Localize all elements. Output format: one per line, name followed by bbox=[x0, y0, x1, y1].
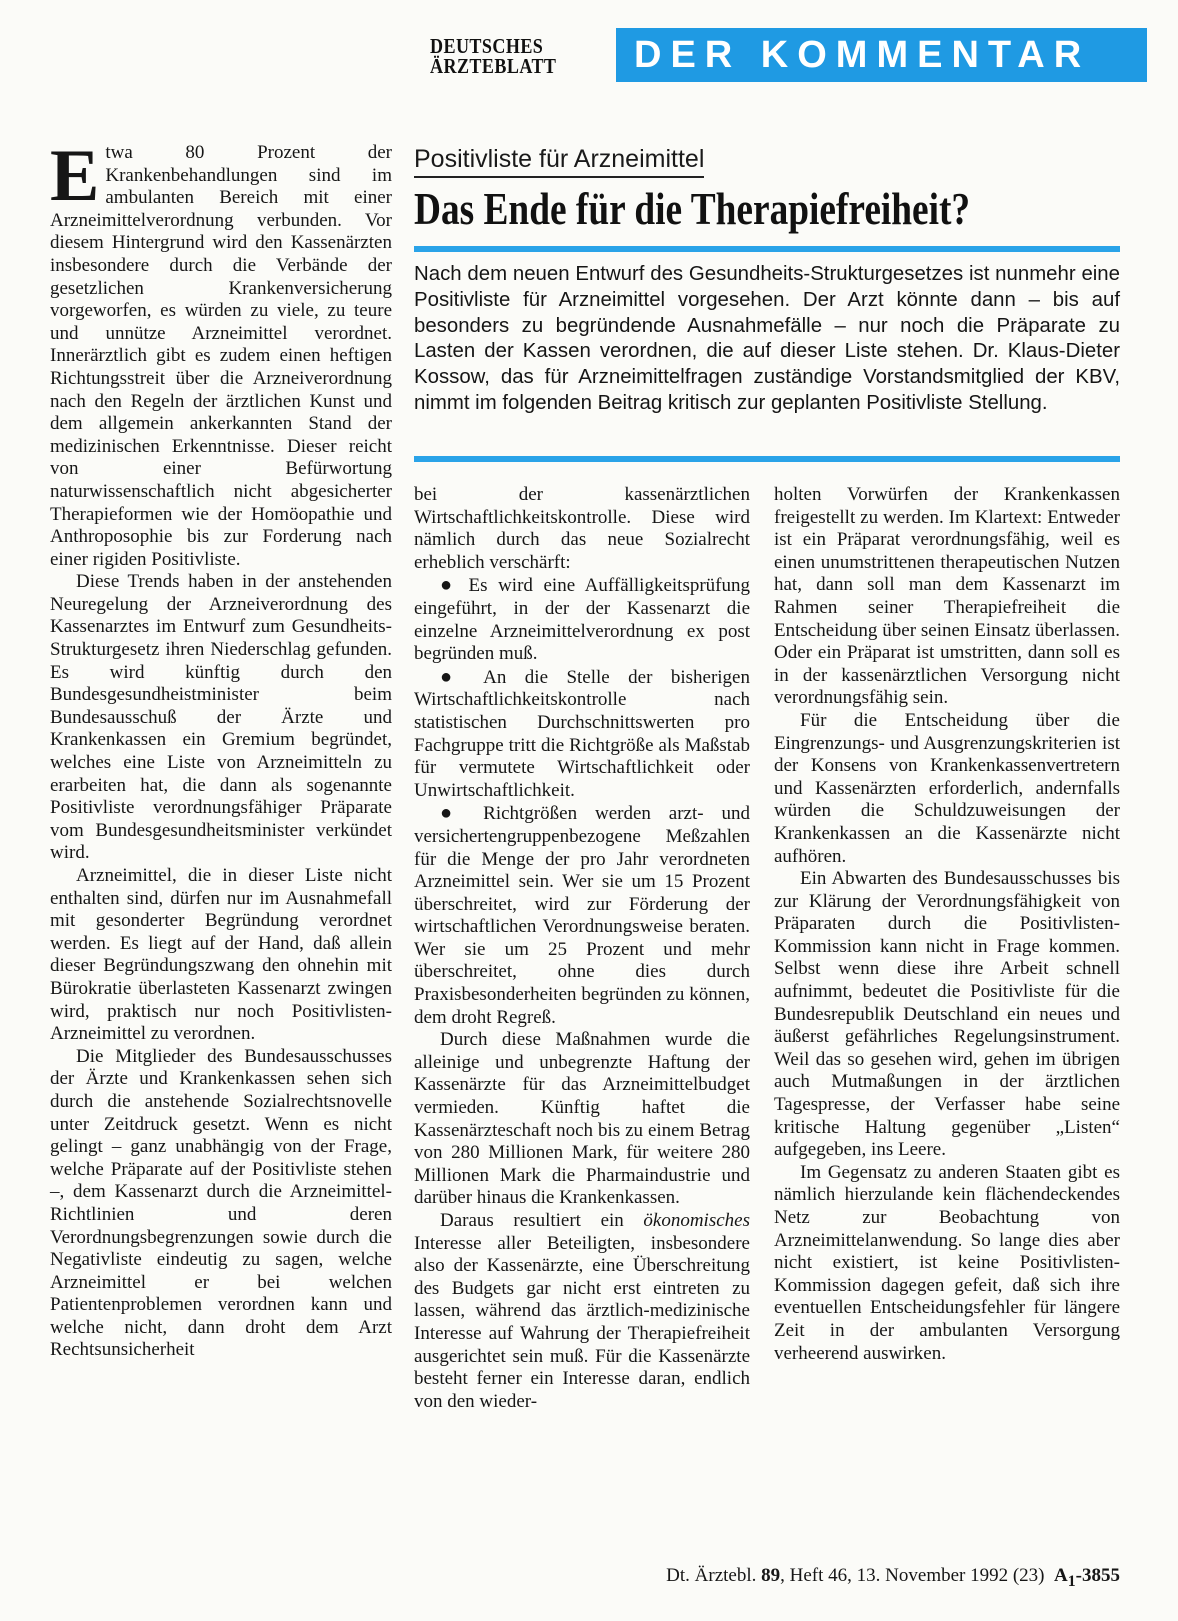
lead-rule-top bbox=[414, 246, 1120, 252]
bullet-paragraph bbox=[414, 802, 750, 1029]
emphasis: ökonomisches bbox=[643, 1210, 750, 1231]
bullet-icon: ● bbox=[440, 665, 466, 688]
paragraph: Die Mitglieder des Bundesausschusses der Ärzte und Krankenkassen sehen sich durch die anstehende Sozialrechtsnovelle unter Zeitdruck gesetzt. Wenn es nicht gelingt – ganz unabhängig von der Frage, welche Präparate auf der Positivliste stehen –, dem Kassenarzt durch die Arzneimittel-Richtlinien und deren Verordnungsbegrenzungen sowie durch die Negativliste eindeutig zu sagen, welche Arzneimittel er bei welchen Patientenproblemen verordnen kann und welche nicht, dann droht dem Arzt Rechtsunsicherheit bbox=[50, 1045, 392, 1361]
section-banner: DER KOMMENTAR bbox=[616, 28, 1147, 82]
bullet-paragraph bbox=[414, 574, 750, 665]
page-number bbox=[1054, 1565, 1120, 1590]
article-headline: Das Ende für die Therapiefreiheit? bbox=[414, 184, 971, 234]
paragraph bbox=[50, 135, 392, 571]
citation-issue: , Heft 46, 13. November 1992 (23) bbox=[780, 1565, 1045, 1586]
article-lead: Nach dem neuen Entwurf des Gesundheits-Strukturgesetzes ist nunmehr eine Positivliste für Arzneimittel vorgesehen. Der Arzt könnte dann – bis auf besonders zu begründende Ausnahmefälle – nur noch die Präparate zu Lasten der Kassen verordnen, die auf dieser Liste stehen. Dr. Klaus-Dieter Kossow, das für Arzneimittelfragen zuständige Vorstandsmitglied der KBV, nimmt im folgenden Beitrag kritisch zur geplanten Positivliste Stellung. bbox=[414, 263, 1120, 414]
paragraph: holten Vorwürfen der Krankenkassen freigestellt zu werden. Im Klartext: Entweder ist ein Präparat verordnungsfähig, weil es einen unumstrittenen therapeutischen Nutzen hat, dann soll man dem Kassenarzt im Rahmen seiner Therapiefreiheit die Entscheidung über seinen Einsatz überlassen. Oder ein Präparat ist umstritten, dann soll es in der kassenärztlichen Versorgung nicht verordnungsfähig sein. bbox=[774, 484, 1120, 709]
bullet-paragraph bbox=[414, 666, 750, 803]
paragraph: Im Gegensatz zu anderen Staaten gibt es nämlich hierzulande kein flächendeckendes Netz zur Beobachtung von Arzneimittelanwendung. So lange dies aber nicht existiert, ist keine Positivlisten-Kommission dagegen gefeit, daß sich ihre eventuellen Entscheidungsfehler für längere Zeit in der ambulanten Versorgung verheerend auswirken. bbox=[774, 1161, 1120, 1364]
bullet-text: Richtgrößen werden arzt- und versichertengruppenbezogene Meßzahlen für die Menge der pro Jahr verordneten Arzneimittel sein. Wer sie um 15 Prozent überschreitet, wird zur Förderung der wirtschaftlichen Verordnungsweise beraten. Wer sie um 25 Prozent und mehr überschreitet, ohne dies durch Praxisbesonderheiten begründen zu können, dem droht Regreß. bbox=[414, 803, 750, 1028]
page-sub: 1 bbox=[1067, 1572, 1076, 1590]
paragraph: Durch diese Maßnahmen wurde die alleinige und unbegrenzte Haftung der Kassenärzte für das Arzneimittelbudget vermieden. Künftig haftet die Kassenärzteschaft noch bis zu einem Betrag von 280 Millionen Mark, für weitere 280 Millionen Mark die Pharmaindustrie und darüber hinaus die Krankenkassen. bbox=[414, 1029, 750, 1209]
bullet-text: An die Stelle der bisherigen Wirtschaftlichkeitskontrolle nach statistischen Durchschnittswerten pro Fachgruppe tritt die Richtgröße als Maßstab für vermutete Wirtschaftlichkeit oder Unwirtschaftlichkeit. bbox=[414, 666, 750, 801]
article-kicker: Positivliste für Arzneimittel bbox=[414, 144, 704, 178]
body-column-2 bbox=[414, 484, 750, 1413]
paragraph: Arzneimittel, die in dieser Liste nicht enthalten sind, dürfen nur im Ausnahmefall mit gesonderter Begründung verordnet werden. Es liegt auf der Hand, daß allein dieser Begründungszwang den ohnehin mit Bürokratie überlasteten Kassenarzt zwingen wird, praktisch nur noch Positivlisten-Arzneimittel zu verordnen. bbox=[50, 865, 392, 1045]
bullet-icon: ● bbox=[440, 802, 466, 825]
page-citation bbox=[574, 1565, 1120, 1593]
page-prefix: A bbox=[1054, 1565, 1068, 1586]
paragraph bbox=[414, 1210, 750, 1413]
logo-line-1: DEUTSCHES bbox=[430, 34, 544, 58]
page-num: -3855 bbox=[1075, 1565, 1120, 1586]
bullet-text: Es wird eine Auffälligkeitsprüfung eingeführt, in der der Kassenarzt die einzelne Arzneimittelverordnung ex post begründen muß. bbox=[414, 575, 750, 665]
drop-cap: E bbox=[50, 135, 100, 217]
journal-logo bbox=[430, 36, 576, 76]
body-column-1 bbox=[50, 135, 392, 1362]
paragraph: bei der kassenärztlichen Wirtschaftlichkeitskontrolle. Diese wird nämlich durch das neue Sozialrecht erheblich verschärft: bbox=[414, 484, 750, 573]
paragraph: Für die Entscheidung über die Eingrenzungs- und Ausgrenzungskriterien ist der Konsens von Krankenkassenvertretern und Kassenärzten erforderlich, andernfalls würden die Schuldzuweisungen der Krankenkassen an die Kassenärzte nicht aufhören. bbox=[774, 709, 1120, 867]
citation-volume: 89 bbox=[761, 1565, 781, 1586]
paragraph-text: twa 80 Prozent der Krankenbehandlungen sind im ambulanten Bereich mit einer Arzneimittelverordnung verbunden. Vor diesem Hintergrund wird den Kassenärzten insbesondere durch die Verbände der gesetzlichen Krankenversicherung vorgeworfen, es würden zu viele, zu teure und unnütze Arzneimittel verordnet. Innerärztlich gibt es zudem einen heftigen Richtungsstreit über die Arzneiverordnung nach den Regeln der ärztlichen Kunst und dem allgemein ankerkannten Stand der medizinischen Erkenntnisse. Dieser reicht von einer Befürwortung naturwissenschaftlich nicht abgesicherter Therapieformen wie der Homöopathie und Anthroposophie bis zur Forderung nach einer rigiden Positivliste. bbox=[50, 142, 392, 570]
body-column-3 bbox=[774, 484, 1120, 1365]
bullet-icon: ● bbox=[440, 574, 458, 597]
paragraph: Diese Trends haben in der anstehenden Neuregelung der Arzneiverordnung des Kassenarztes im Entwurf zum Gesundheits-Strukturgesetz ihren Niederschlag gefunden. Es wird künftig durch den Bundesgesundheistminister beim Bundesausschuß der Ärzte und Krankenkassen ein Gremium begründet, welches eine Liste von Arzneimitteln zu erarbeiten hat, die dann als sogenannte Positivliste verordnungsfähiger Präparate vom Bundesgesundheitsminister verkündet wird. bbox=[50, 571, 392, 864]
logo-line-2: ÄRZTEBLATT bbox=[430, 54, 557, 78]
paragraph-text: Daraus resultiert ein bbox=[440, 1210, 644, 1231]
paragraph-text: Interesse aller Beteiligten, insbesondere also der Kassenärzte, eine Überschreitung des Budgets gar nicht erst eintreten zu lassen, während das ärztlich-medizinische Interesse auf Wahrung der Therapiefreiheit ausgerichtet sein muß. Für die Kassenärzte besteht ferner ein Interesse daran, endlich von den wieder- bbox=[414, 1232, 750, 1412]
citation-journal: Dt. Ärztebl. bbox=[666, 1565, 762, 1586]
lead-rule-bottom bbox=[414, 456, 1120, 462]
paragraph: Ein Abwarten des Bundesausschusses bis zur Klärung der Verordnungsfähigkeit von Präparaten durch die Positivlisten-Kommission kann nicht in Frage kommen. Selbst wenn diese ihre Arbeit schnell aufnimmt, bedeutet die Positivliste für die Bundesrepublik Deutschland ein neues und äußerst gefährliches Regelungsinstrument. Weil das so gesehen wird, gehen im übrigen auch Mutmaßungen in der ärztlichen Tagespresse, der Verfasser habe seine kritische Haltung gegenüber „Listen“ aufgegeben, ins Leere. bbox=[774, 868, 1120, 1161]
